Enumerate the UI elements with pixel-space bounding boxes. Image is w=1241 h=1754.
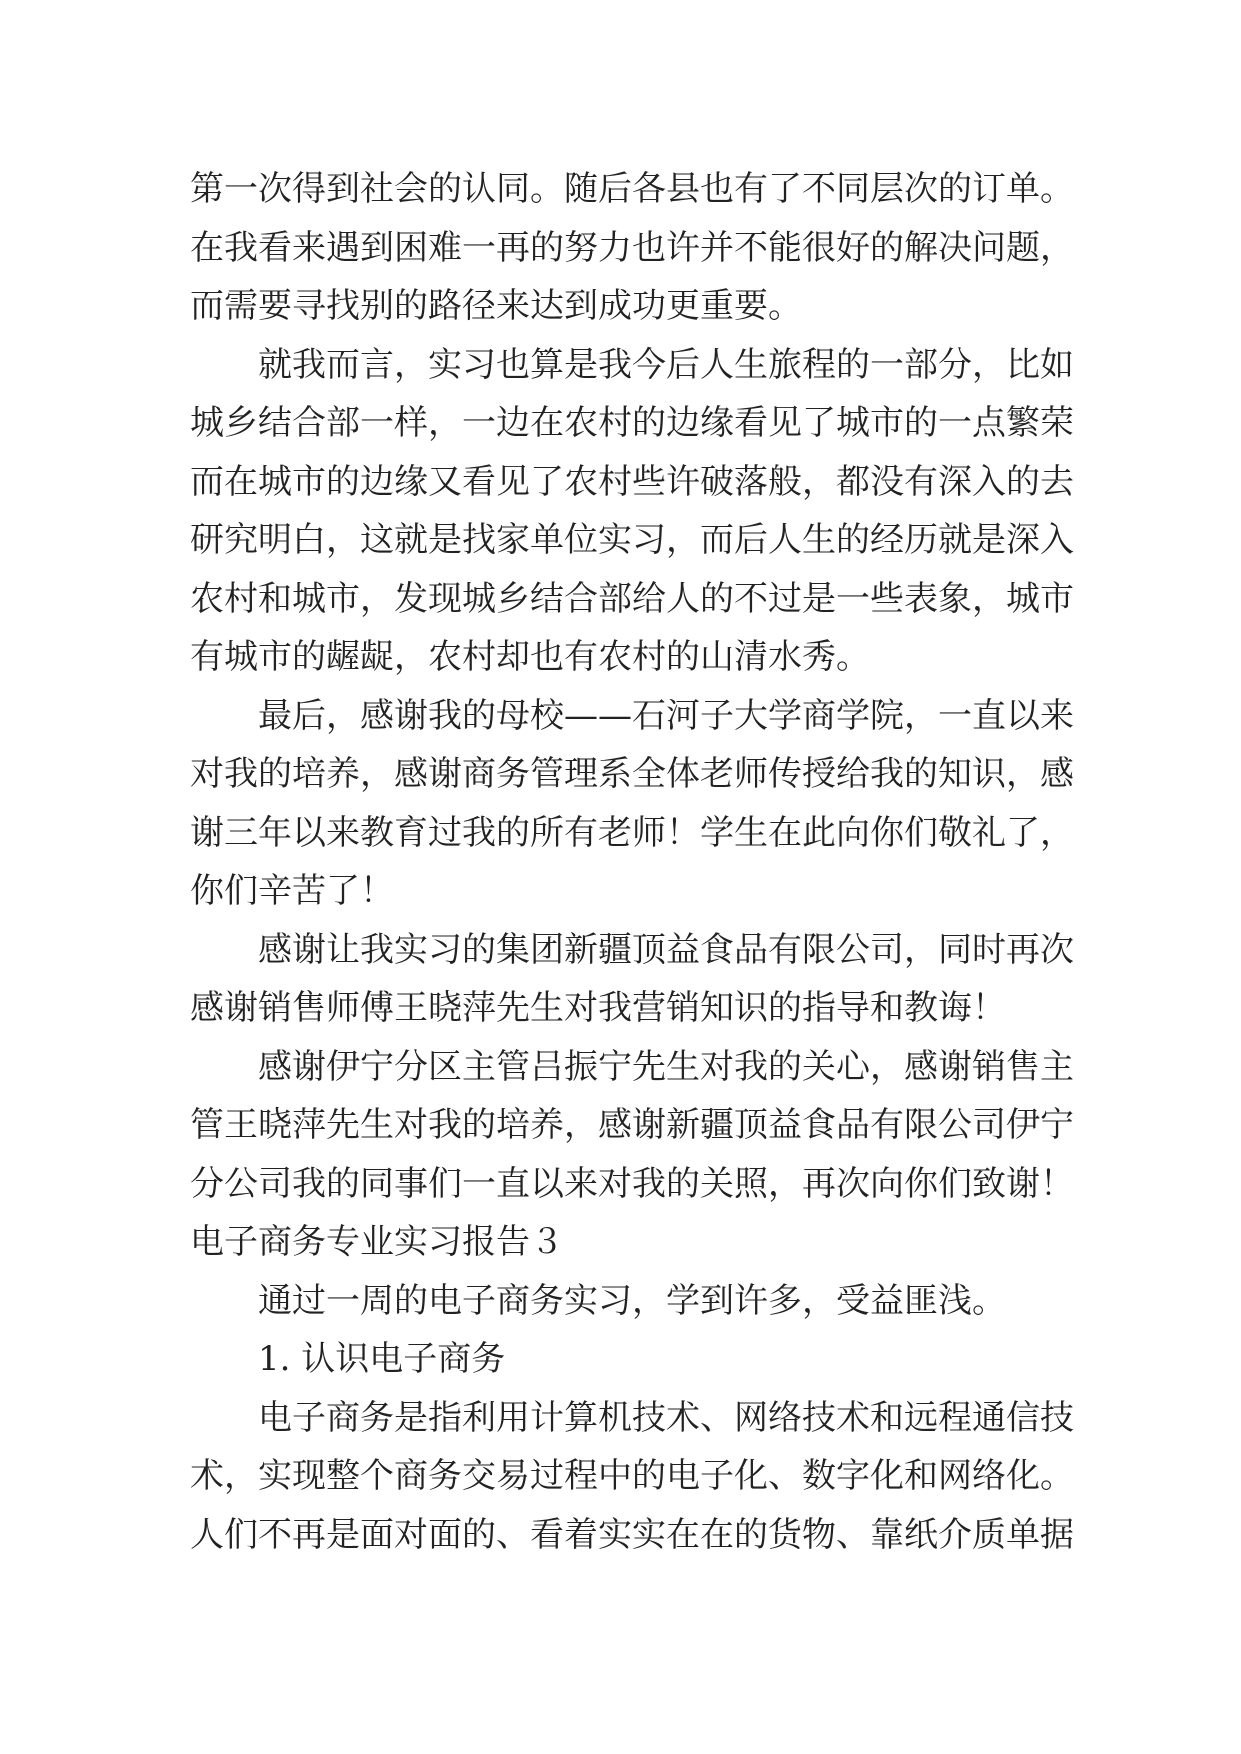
text-line: 电子商务是指利用计算机技术、网络技术和远程通信技	[258, 1397, 1074, 1438]
text-line: 在我看来遇到困难一再的努力也许并不能很好的解决问题，	[190, 227, 1074, 268]
text-line: 通过一周的电子商务实习，学到许多，受益匪浅。	[258, 1280, 1006, 1321]
text-line: 城乡结合部一样，一边在农村的边缘看见了城市的一点繁荣	[190, 403, 1074, 443]
text-line: 人们不再是面对面的、看着实实在在的货物、靠纸介质单据	[190, 1514, 1074, 1555]
text-line: 农村和城市，发现城乡结合部给人的不过是一些表象，城市	[190, 578, 1074, 619]
text-line: 感谢让我实习的集团新疆顶益食品有限公司，同时再次	[258, 929, 1074, 970]
text-line: 有城市的龌龊，农村却也有农村的山清水秀。	[190, 637, 870, 677]
document-body	[190, 160, 1074, 1564]
text-line: 电子商务专业实习报告３	[190, 1222, 564, 1262]
text-line: 第一次得到社会的认同。随后各县也有了不同层次的订单。	[190, 169, 1074, 209]
text-line: 对我的培养，感谢商务管理系全体老师传授给我的知识，感	[190, 754, 1074, 794]
text-line: 而在城市的边缘又看见了农村些许破落般，都没有深入的去	[190, 461, 1074, 502]
text-line: 最后，感谢我的母校——石河子大学商学院，一直以来	[258, 695, 1074, 736]
text-line: 谢三年以来教育过我的所有老师！学生在此向你们敬礼了，	[190, 812, 1074, 853]
text-line: 感谢销售师傅王晓萍先生对我营销知识的指导和教诲！	[190, 988, 1006, 1028]
text-line: 分公司我的同事们一直以来对我的关照，再次向你们致谢！	[190, 1163, 1074, 1204]
text-line: 术，实现整个商务交易过程中的电子化、数字化和网络化。	[190, 1456, 1074, 1496]
text-line: 1. 认识电子商务	[258, 1339, 506, 1379]
text-line: 感谢伊宁分区主管吕振宁先生对我的关心，感谢销售主	[258, 1046, 1074, 1087]
text-line: 管王晓萍先生对我的培养，感谢新疆顶益食品有限公司伊宁	[190, 1105, 1074, 1145]
text-line: 就我而言，实习也算是我今后人生旅程的一部分，比如	[258, 344, 1074, 385]
text-line: 你们辛苦了！	[190, 871, 394, 911]
text-line: 研究明白，这就是找家单位实习，而后人生的经历就是深入	[190, 520, 1074, 560]
text-line: 而需要寻找别的路径来达到成功更重要。	[190, 286, 802, 326]
